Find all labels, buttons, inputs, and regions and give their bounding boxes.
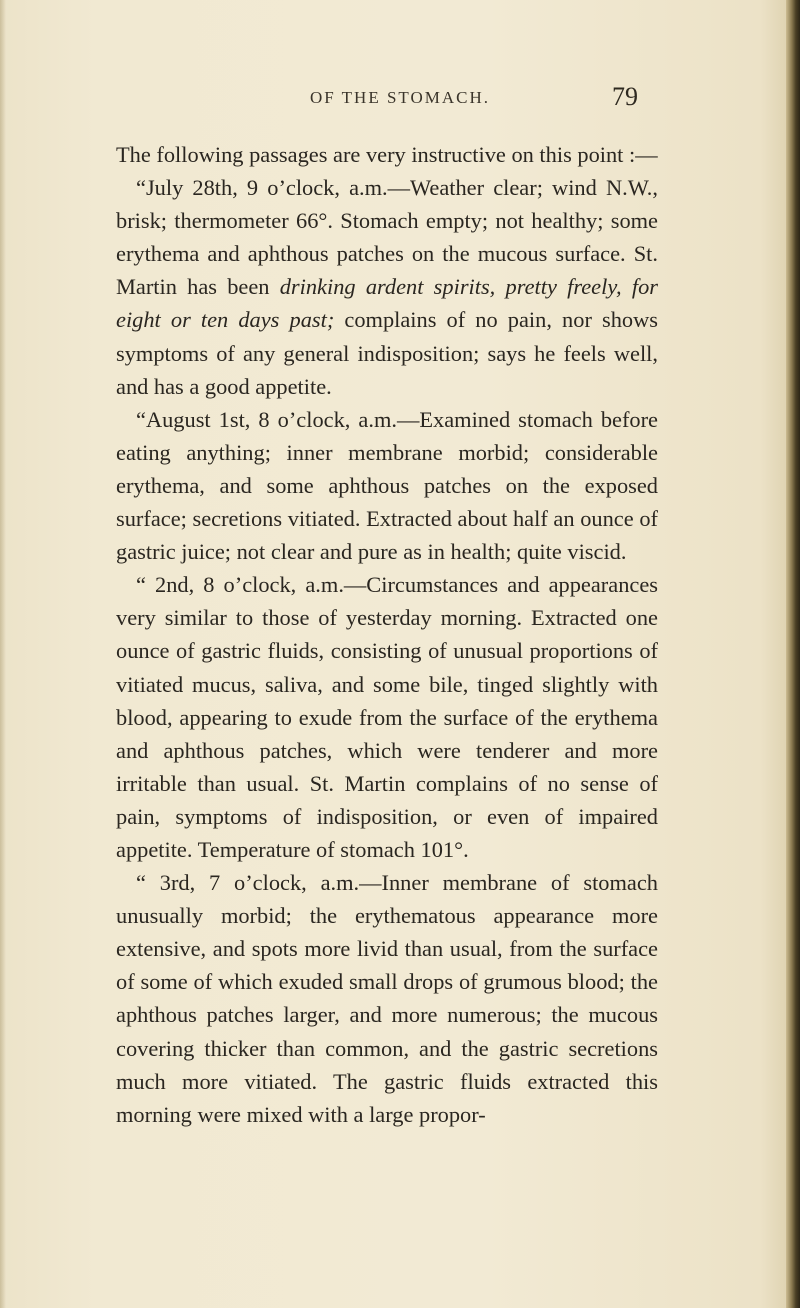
paragraph-august-1: “August 1st, 8 o’clock, a.m.—Examined stomach before eating anything; inner membrane morbid; considerable erythema, and some aphthous patches on the exposed surface; secretions vitiated. Extracted about half an ounce of gastric juice; not clear and pure as in health; quite viscid.	[116, 406, 658, 565]
running-title: OF THE STOMACH.	[310, 88, 491, 107]
page-binding-edge	[786, 0, 800, 1308]
paragraph-july-28	[116, 171, 658, 403]
running-head	[0, 84, 800, 124]
paragraph-august-3: “ 3rd, 7 o’clock, a.m.—Inner membrane of stomach unusually morbid; the erythematous appearance more extensive, and spots more livid than usual, from the surface of some of which exuded small drops of grumous blood; the aphthous patches larger, and more numerous; the mucous covering thicker than common, and the gastric secretions much more vitiated. The gastric fluids extracted this morning were mixed with a large propor-	[116, 870, 658, 1127]
paragraph-july-28-italic: drinking ardent spirits, pretty freely, for eight or ten days past;	[116, 274, 658, 333]
paragraph-july-28-part-b: complains of no pain, nor shows symptoms of any general indisposition; says he feels well, and has a good appetite.	[116, 307, 658, 399]
paragraph-intro: The following passages are very instructive on this point :—	[116, 142, 658, 167]
paragraph-august-2: “ 2nd, 8 o’clock, a.m.—Circumstances and appearances very similar to those of yesterday morning. Extracted one ounce of gastric fluids, consisting of unusual proportions of vitiated mucus, saliva, and some bile, tinged slightly with blood, appearing to exude from the surface of the erythema and aphthous patches, which were tenderer and more irritable than usual. St. Martin complains of no sense of pain, symptoms of indisposition, or even of impaired appetite. Temperature of stomach 101°.	[116, 572, 658, 862]
body-text	[116, 138, 658, 1131]
paragraph-july-28-part-a: “July 28th, 9 o’clock, a.m.—Weather clear; wind N.W., brisk; thermometer 66°. Stomach empty; not healthy; some erythema and aphthous patches on the mucous surface. St. Martin has been	[116, 175, 658, 300]
page-number: 79	[612, 82, 638, 111]
page-left-edge	[0, 0, 6, 1308]
